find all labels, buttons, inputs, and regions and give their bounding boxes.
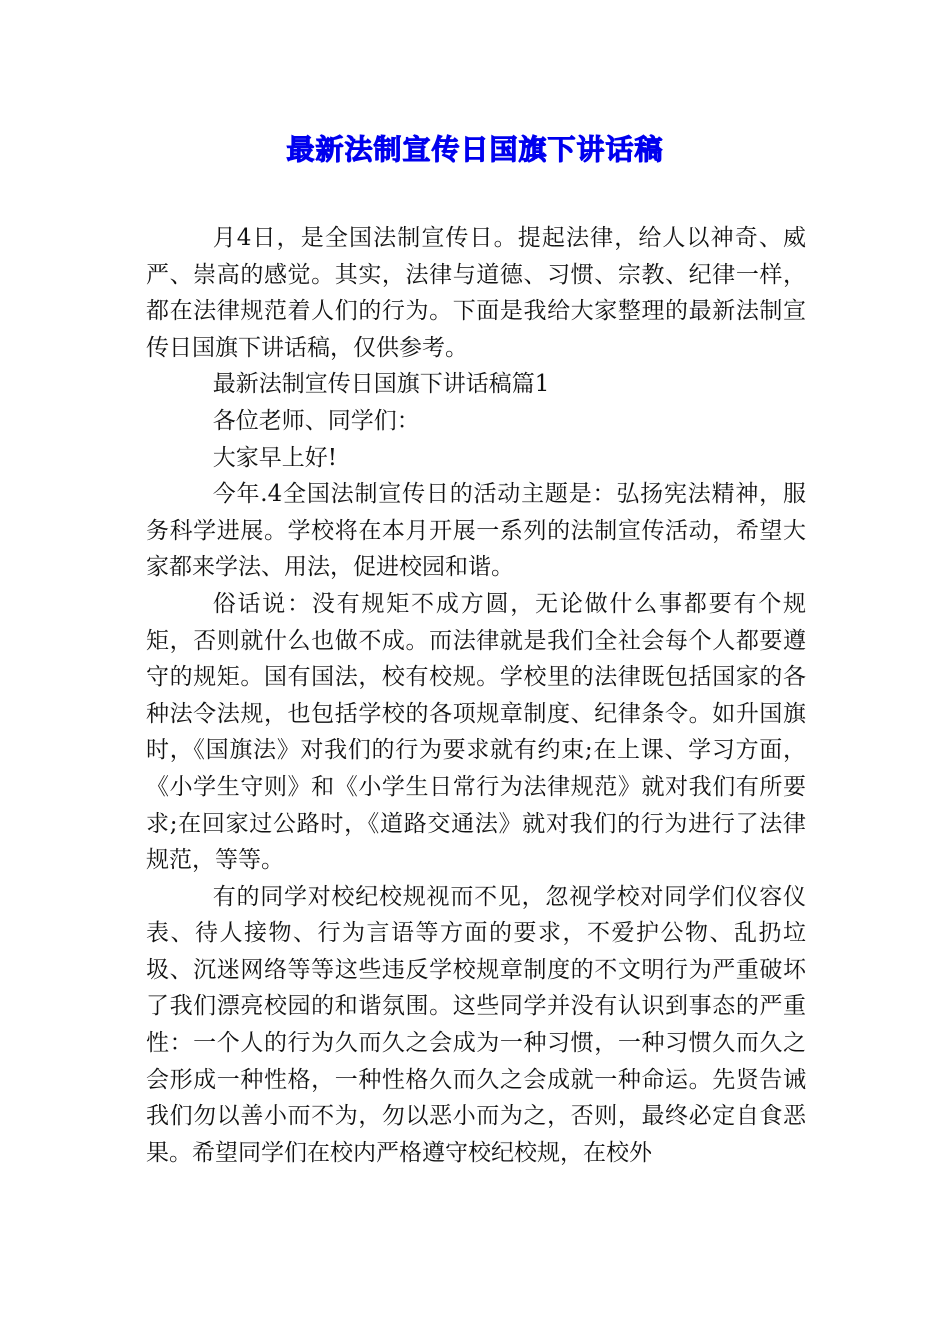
paragraph-greeting: 大家早上好! xyxy=(212,444,337,471)
paragraph-rules: 俗话说：没有规矩不成方圆，无论做什么事都要有个规矩，否则就什么也做不成。而法律就是我们全社会每个人都要遵守的规矩。国有国法，校有校规。学校里的法律既包括国家的各种法令法规，也包括学校的各项规章制度、纪律条令。如升国旗时，《国旗法》对我们的行为要求就有约束;在上课、学习方面，《小学生守则》和《小学生日常行为法律规范》就对我们有所要求;在回家过公路时，《道路交通法》就对我们的行为进行了法律规范，等等。 xyxy=(146,590,806,874)
paragraph-section-heading: 最新法制宣传日国旗下讲话稿篇1 xyxy=(212,371,550,398)
paragraph-theme: 今年.4全国法制宣传日的活动主题是：弘扬宪法精神，服务科学进展。学校将在本月开展一系列的法制宣传活动，希望大家都来学法、用法，促进校园和谐。 xyxy=(146,481,806,581)
paragraph-behavior: 有的同学对校纪校规视而不见，忽视学校对同学们仪容仪表、待人接物、行为言语等方面的要求，不爱护公物、乱扔垃圾、沉迷网络等等这些违反学校规章制度的不文明行为严重破坏了我们漂亮校园的和谐氛围。这些同学并没有认识到事态的严重性：一个人的行为久而久之会成为一种习惯，一种习惯久而久之会形成一种性格，一种性格久而久之会成就一种命运。先贤告诫我们勿以善小而不为，勿以恶小而为之，否则，最终必定自食恶果。希望同学们在校内严格遵守校纪校规，在校外 xyxy=(146,883,806,1166)
document-body xyxy=(146,220,806,1171)
document-title: 最新法制宣传日国旗下讲话稿 xyxy=(286,133,664,166)
paragraph-salutation: 各位老师、同学们： xyxy=(212,407,420,434)
paragraph-intro: 月4日，是全国法制宣传日。提起法律，给人以神奇、威严、崇高的感觉。其实，法律与道德、习惯、宗教、纪律一样，都在法律规范着人们的行为。下面是我给大家整理的最新法制宣传日国旗下讲话稿，仅供参考。 xyxy=(146,225,806,361)
